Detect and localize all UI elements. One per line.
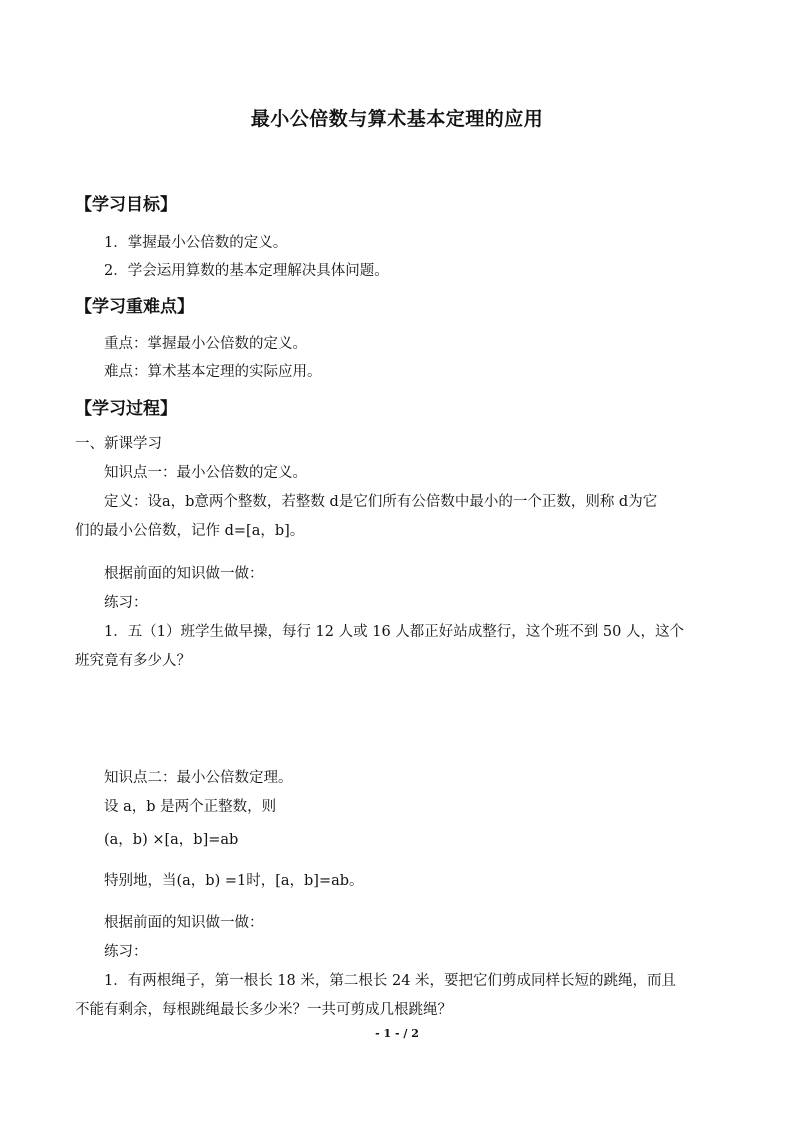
process-heading: 【学习过程】 bbox=[75, 399, 177, 419]
knowledge-point-2-title: 知识点二：最小公倍数定理。 bbox=[104, 770, 293, 786]
try-it-1: 根据前面的知识做一做： bbox=[104, 566, 264, 582]
theorem-formula: (a，b) ×[a，b]=ab bbox=[104, 832, 239, 848]
key-points-heading: 【学习重难点】 bbox=[75, 297, 194, 317]
exercise-1-line-2: 班究竟有多少人？ bbox=[75, 653, 191, 669]
objective-item-1: 1．掌握最小公倍数的定义。 bbox=[104, 235, 288, 251]
page-number: - 1 - / 2 bbox=[375, 1027, 419, 1040]
key-point-item: 重点：掌握最小公倍数的定义。 bbox=[104, 336, 307, 352]
part1-heading: 一、新课学习 bbox=[75, 436, 162, 452]
theorem-intro: 设 a，b 是两个正整数，则 bbox=[104, 799, 277, 815]
special-case: 特别地，当(a，b) =1时，[a，b]=ab。 bbox=[104, 873, 364, 889]
objective-item-2: 2．学会运用算数的基本定理解决具体问题。 bbox=[104, 263, 389, 279]
page-title: 最小公倍数与算术基本定理的应用 bbox=[250, 108, 544, 130]
definition-line-1: 定义：设a，b意两个整数，若整数 d是它们所有公倍数中最小的一个正数，则称 d为它 bbox=[104, 494, 658, 510]
difficult-point-item: 难点：算术基本定理的实际应用。 bbox=[104, 364, 322, 380]
objectives-heading: 【学习目标】 bbox=[75, 195, 177, 215]
knowledge-point-1-title: 知识点一：最小公倍数的定义。 bbox=[104, 465, 307, 481]
practice-label-2: 练习： bbox=[104, 944, 148, 960]
practice-label-1: 练习： bbox=[104, 595, 148, 611]
try-it-2: 根据前面的知识做一做： bbox=[104, 915, 264, 931]
exercise-1-line-1: 1．五（1）班学生做早操，每行 12 人或 16 人都正好站成整行，这个班不到 50 人，这个 bbox=[104, 624, 684, 640]
exercise-2-line-1: 1．有两根绳子，第一根长 18 米，第二根长 24 米，要把它们剪成同样长短的跳绳，而且 bbox=[104, 973, 677, 989]
exercise-2-line-2: 不能有剩余，每根跳绳最长多少米？一共可剪成几根跳绳？ bbox=[75, 1002, 452, 1018]
definition-line-2: 们的最小公倍数，记作 d=[a，b]。 bbox=[75, 523, 305, 539]
